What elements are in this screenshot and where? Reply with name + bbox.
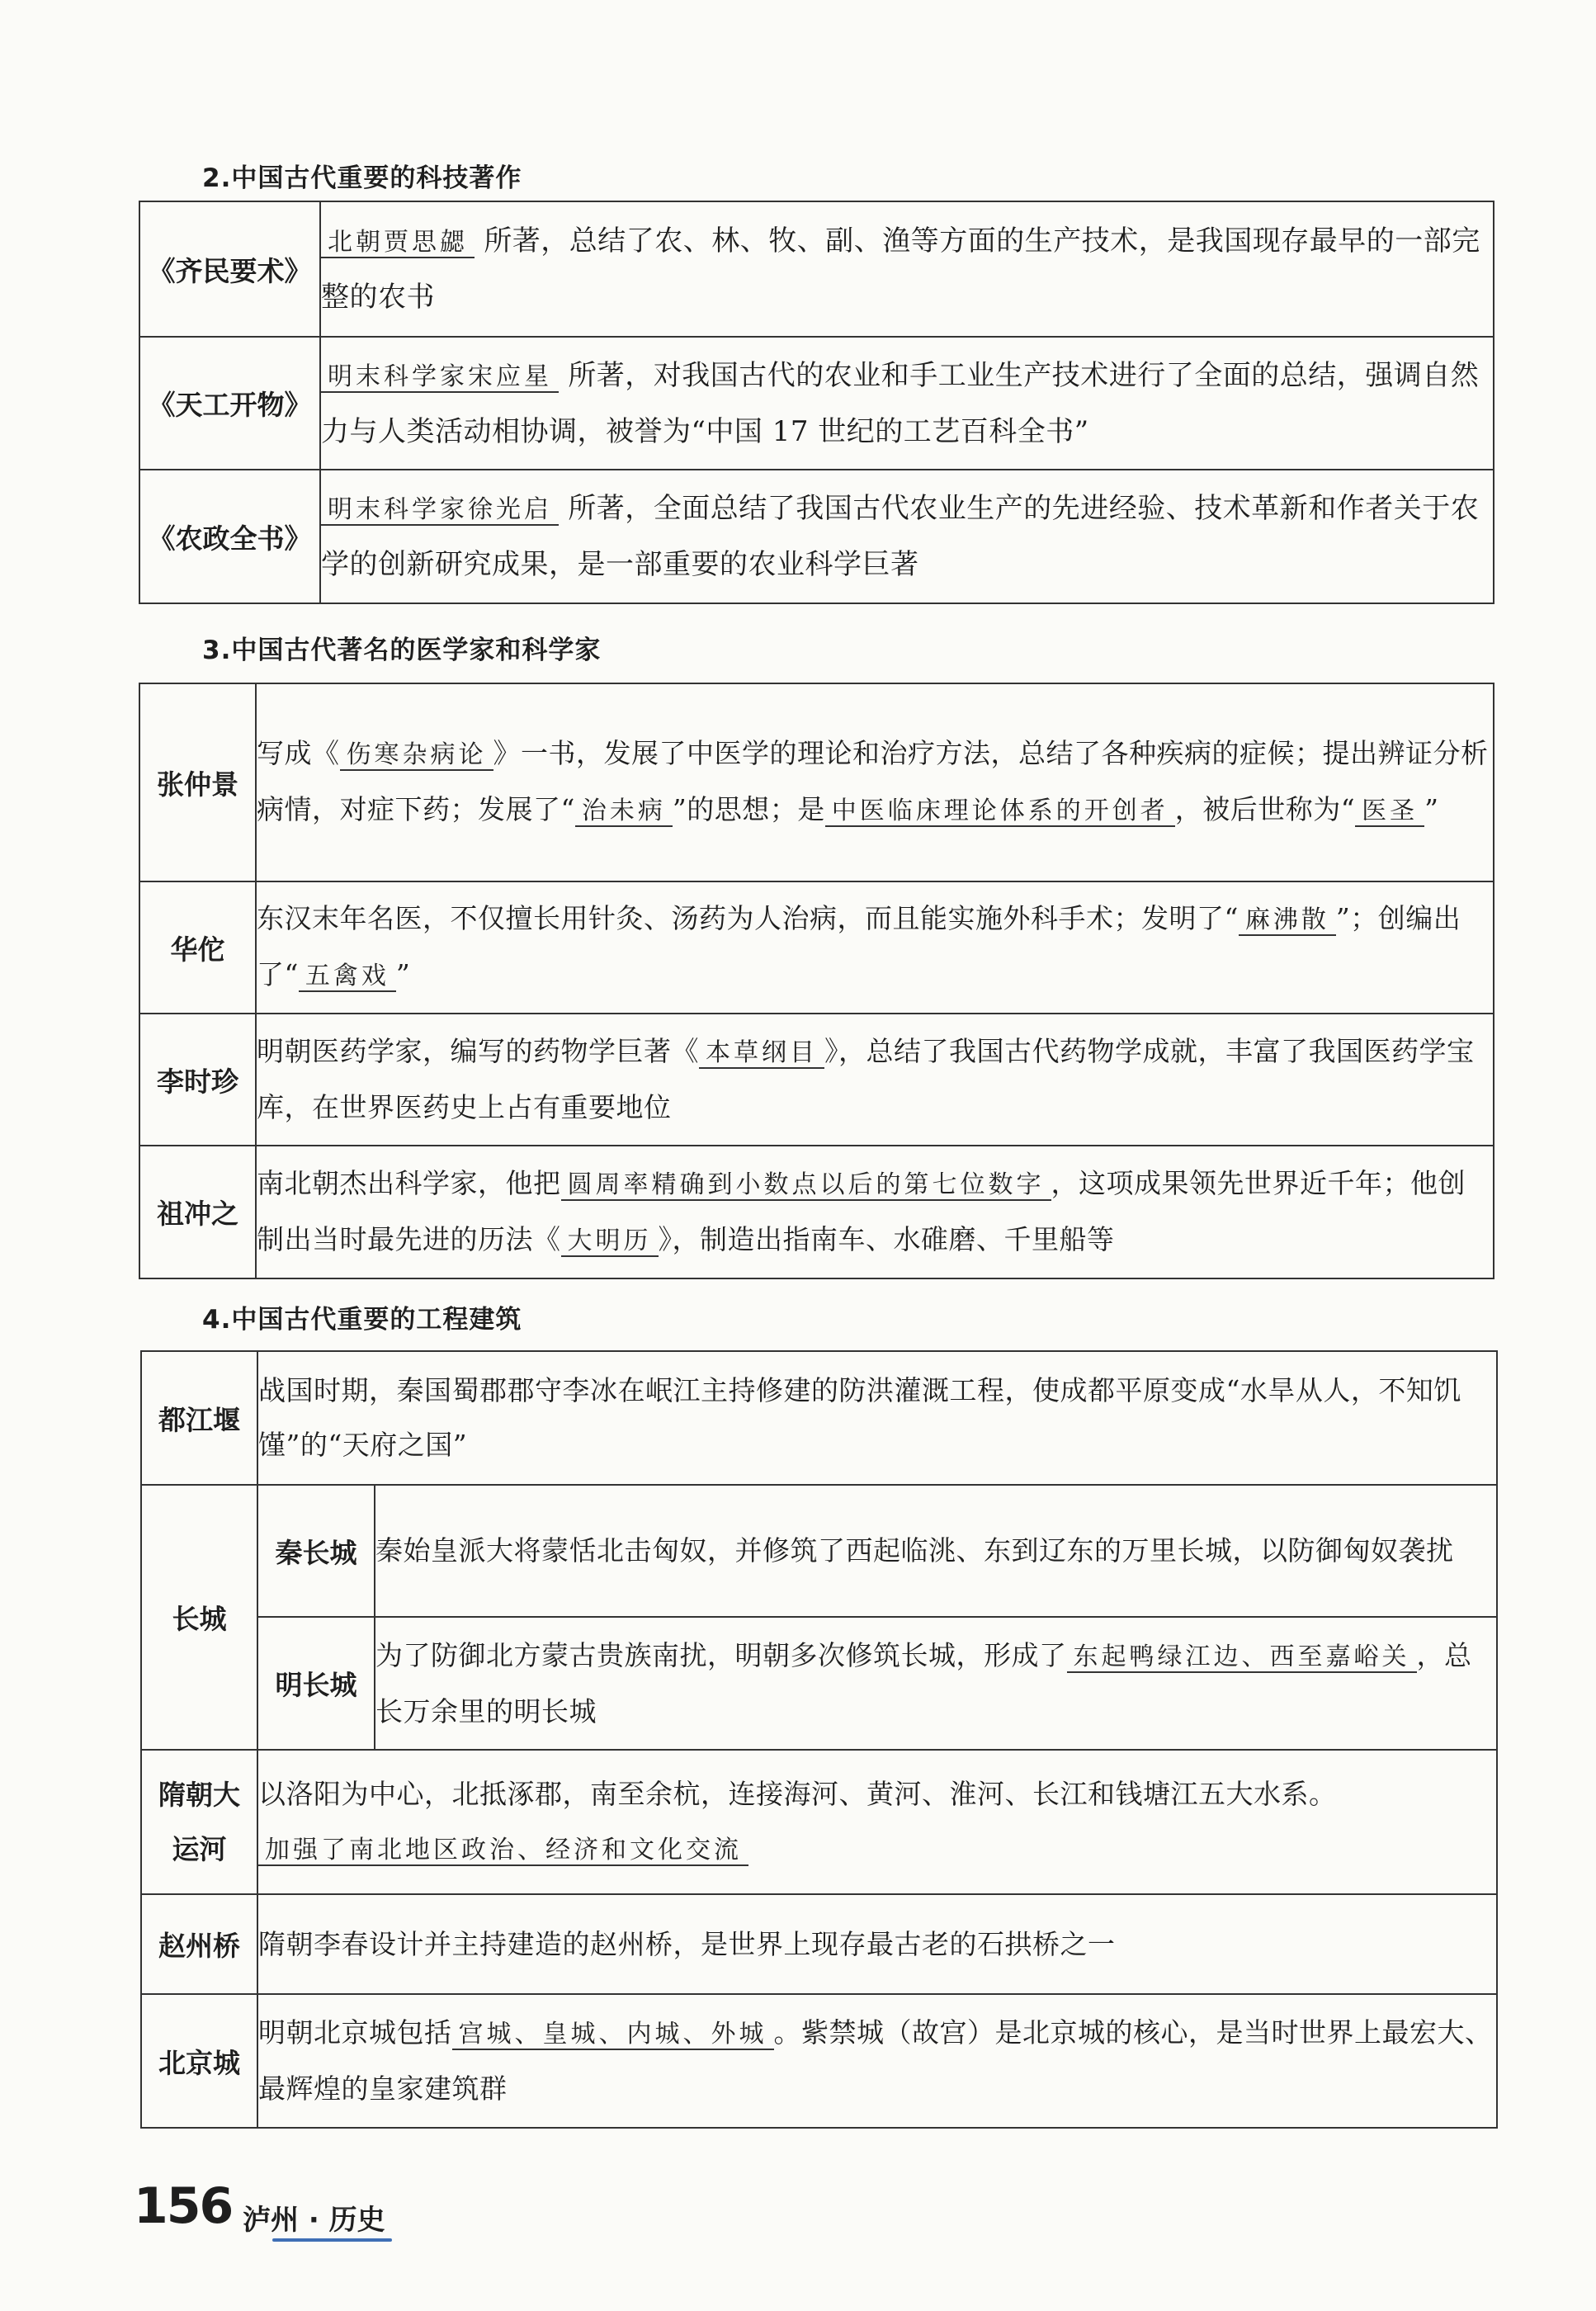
table-row [141, 1485, 1497, 1617]
table-row [139, 683, 1494, 881]
scientist-desc: 写成《 伤寒杂病论 》一书，发展了中医学的理论和治疗方法，总结了各种疾病的症候；提出辨证分析病情，对症下药；发展了“ 治未病 ”的思想；是 中医临床理论体系的开创者 ，被后世称为“ 医圣 ” [256, 683, 1494, 881]
books-table [139, 201, 1494, 604]
project-desc: 明朝北京城包括 宫城、皇城、内城、外城 。紫禁城（故宫）是北京城的核心，是当时世界上最宏大、最辉煌的皇家建筑群 [257, 1994, 1497, 2128]
answer-blank: 医圣 [1355, 796, 1424, 827]
answer-blank: 中医临床理论体系的开创者 [825, 796, 1175, 827]
answer-blank: 明末科学家徐光启 [321, 495, 559, 526]
table-row [139, 881, 1494, 1014]
project-name: 赵州桥 [141, 1894, 257, 1994]
answer-blank: 加强了南北地区政治、经济和文化交流 [258, 1836, 748, 1866]
answer-blank: 麻沸散 [1239, 905, 1336, 936]
scientist-name: 张仲景 [139, 683, 256, 881]
page-number: 156 [134, 2177, 233, 2235]
answer-blank: 伤寒杂病论 [340, 740, 493, 771]
table-row [139, 337, 1494, 470]
scientist-desc: 东汉末年名医，不仅擅长用针灸、汤药为人治病，而且能实施外科手术；发明了“ 麻沸散 ”；创编出了“ 五禽戏 ” [256, 881, 1494, 1014]
project-desc: 隋朝李春设计并主持建造的赵州桥，是世界上现存最古老的石拱桥之一 [257, 1894, 1497, 1994]
book-term: 《农政全书》 [139, 470, 320, 603]
engineering-table [140, 1350, 1498, 2129]
answer-blank: 明末科学家宋应星 [321, 362, 559, 393]
scientists-table [139, 683, 1494, 1279]
project-name: 北京城 [141, 1994, 257, 2128]
answer-blank: 治未病 [575, 796, 673, 827]
table-row [139, 470, 1494, 603]
project-desc: 为了防御北方蒙古贵族南扰，明朝多次修筑长城，形成了 东起鸭绿江边、西至嘉峪关 ，总长万余里的明长城 [375, 1617, 1497, 1750]
book-term: 《天工开物》 [139, 337, 320, 470]
book-desc: 明末科学家宋应星 所著，对我国古代的农业和手工业生产技术进行了全面的总结，强调自然力与人类活动相协调，被誉为“中国 17 世纪的工艺百科全书” [320, 337, 1494, 470]
project-name: 隋朝大 运河 [141, 1750, 257, 1894]
table-row [141, 1351, 1497, 1485]
table-row [139, 201, 1494, 337]
table-row [141, 1894, 1497, 1994]
scientist-desc: 明朝医药学家，编写的药物学巨著《 本草纲目 》，总结了我国古代药物学成就，丰富了我国医药学宝库，在世界医药史上占有重要地位 [256, 1014, 1494, 1146]
answer-blank: 五禽戏 [299, 962, 396, 992]
answer-blank: 大明历 [561, 1226, 659, 1257]
project-desc: 战国时期，秦国蜀郡郡守李冰在岷江主持修建的防洪灌溉工程，使成都平原变成“水旱从人，不知饥馑”的“天府之国” [257, 1351, 1497, 1485]
answer-blank: 本草纲目 [699, 1038, 824, 1069]
section-title-engineering: 4.中国古代重要的工程建筑 [202, 1305, 522, 1335]
project-subname: 明长城 [257, 1617, 375, 1750]
answer-blank: 宫城、皇城、内城、外城 [452, 2020, 774, 2050]
project-name: 长城 [141, 1485, 257, 1750]
answer-blank: 东起鸭绿江边、西至嘉峪关 [1067, 1642, 1417, 1673]
scientist-name: 华佗 [139, 881, 256, 1014]
table-row [141, 1994, 1497, 2128]
book-desc: 北朝贾思勰 所著，总结了农、林、牧、副、渔等方面的生产技术，是我国现存最早的一部完整的农书 [320, 201, 1494, 337]
footer-label: 泸州 · 历史 [243, 2204, 385, 2237]
project-desc: 以洛阳为中心，北抵涿郡，南至余杭，连接海河、黄河、淮河、长江和钱塘江五大水系。 加强了南北地区政治、经济和文化交流 [257, 1750, 1497, 1894]
table-row [139, 1014, 1494, 1146]
answer-blank: 圆周率精确到小数点以后的第七位数字 [561, 1170, 1051, 1201]
book-desc: 明末科学家徐光启 所著，全面总结了我国古代农业生产的先进经验、技术革新和作者关于农学的创新研究成果，是一部重要的农业科学巨著 [320, 470, 1494, 603]
section-title-books: 2.中国古代重要的科技著作 [202, 163, 522, 193]
footer-accent-line [272, 2238, 392, 2242]
project-desc: 秦始皇派大将蒙恬北击匈奴，并修筑了西起临洮、东到辽东的万里长城，以防御匈奴袭扰 [375, 1485, 1497, 1617]
scientist-name: 祖冲之 [139, 1146, 256, 1278]
scientist-desc: 南北朝杰出科学家，他把 圆周率精确到小数点以后的第七位数字 ，这项成果领先世界近千年；他创制出当时最先进的历法《 大明历 》，制造出指南车、水碓磨、千里船等 [256, 1146, 1494, 1278]
book-term: 《齐民要术》 [139, 201, 320, 337]
project-subname: 秦长城 [257, 1485, 375, 1617]
table-row [141, 1750, 1497, 1894]
answer-blank: 北朝贾思勰 [321, 228, 475, 258]
section-title-scientists: 3.中国古代著名的医学家和科学家 [202, 636, 602, 665]
table-row [139, 1146, 1494, 1278]
scientist-name: 李时珍 [139, 1014, 256, 1146]
project-name: 都江堰 [141, 1351, 257, 1485]
table-row [141, 1617, 1497, 1750]
